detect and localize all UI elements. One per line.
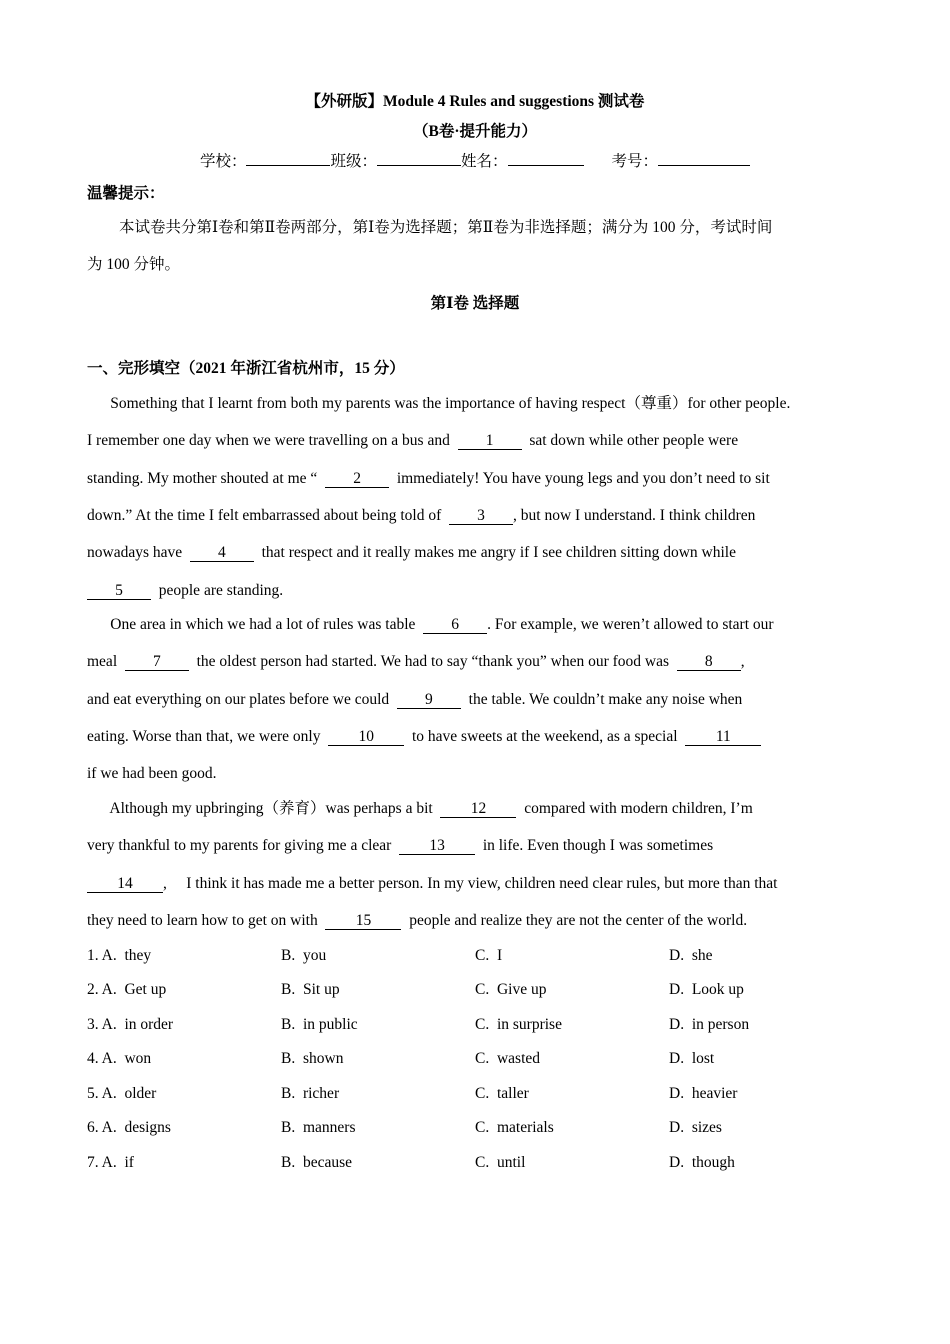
exam-number-label: 考号： xyxy=(611,153,659,170)
passage-text: . For example, we weren’t allowed to start our xyxy=(487,616,774,633)
option-c[interactable]: C. taller xyxy=(475,1085,529,1102)
passage-text: down.” At the time I felt embarrassed about being told of xyxy=(87,507,450,524)
passage-line xyxy=(87,764,217,784)
answer-blank[interactable]: 10 xyxy=(328,729,404,746)
answer-blank[interactable]: 3 xyxy=(449,508,513,525)
option-b[interactable]: B. Sit up xyxy=(281,981,340,998)
answer-blank[interactable]: 4 xyxy=(190,545,254,562)
passage-line xyxy=(87,911,747,931)
passage-text: people are standing. xyxy=(151,582,284,599)
passage-text: Something that I learnt from both my parents was the importance of having respect（尊重）for other people. xyxy=(87,395,791,412)
answer-blank[interactable]: 8 xyxy=(677,654,741,671)
name-label: 姓名： xyxy=(461,153,508,170)
answer-blank[interactable]: 11 xyxy=(685,729,761,746)
doc-subtitle: （B卷·提升能力） xyxy=(412,123,537,140)
name-field[interactable] xyxy=(508,150,584,166)
class-label: 班级： xyxy=(330,153,377,170)
answer-blank[interactable]: 7 xyxy=(125,654,189,671)
passage-text: immediately! You have young legs and you don’t need to sit xyxy=(389,470,770,487)
option-b[interactable]: B. in public xyxy=(281,1016,358,1033)
passage-text: meal xyxy=(87,653,125,670)
passage-line xyxy=(87,727,761,747)
answer-blank[interactable]: 13 xyxy=(399,838,475,855)
passage-line xyxy=(87,690,742,710)
passage-line xyxy=(87,394,790,414)
passage-text: to have sweets at the weekend, as a special xyxy=(404,728,686,745)
answer-blank[interactable]: 5 xyxy=(87,583,151,600)
option-b[interactable]: B. richer xyxy=(281,1085,340,1102)
passage-text: people and realize they are not the center of the world. xyxy=(401,912,748,929)
passage-text: , xyxy=(740,653,745,670)
passage-text: they need to learn how to get on with xyxy=(87,912,326,929)
passage-line xyxy=(87,543,736,563)
passage-line xyxy=(87,799,753,819)
passage-text: , I think it has made me a better person. In my view, children need clear rules, but more than that xyxy=(163,875,778,892)
option-c[interactable]: C. wasted xyxy=(475,1050,541,1067)
section-title: 一、完形填空（2021 年浙江省杭州市，15 分） xyxy=(87,360,405,377)
class-field[interactable] xyxy=(377,150,461,166)
doc-title: 【外研版】Module 4 Rules and suggestions 测试卷 xyxy=(305,93,645,110)
option-d[interactable]: D. though xyxy=(669,1154,735,1171)
passage-text: , but now I understand. I think children xyxy=(513,507,756,524)
part-title: 第Ⅰ卷 选择题 xyxy=(430,295,520,312)
notice-text: 本试卷共分第Ⅰ卷和第Ⅱ卷两部分，第Ⅰ卷为选择题；第Ⅱ卷为非选择题；满分为 100 分，考试时间 xyxy=(119,219,773,236)
passage-text: the table. We couldn’t make any noise when xyxy=(460,691,743,708)
option-d[interactable]: D. she xyxy=(669,947,713,964)
option-d[interactable]: D. Look up xyxy=(669,981,744,998)
option-c[interactable]: C. in surprise xyxy=(475,1016,562,1033)
option-a[interactable]: 5. A. older xyxy=(87,1085,157,1102)
option-d[interactable]: D. in person xyxy=(669,1016,750,1033)
answer-blank[interactable]: 14 xyxy=(87,876,163,893)
option-d[interactable]: D. sizes xyxy=(669,1119,722,1136)
school-field[interactable] xyxy=(246,150,330,166)
passage-text: compared with modern children, I’m xyxy=(516,800,753,817)
passage-text: sat down while other people were xyxy=(521,432,739,449)
option-d[interactable]: D. heavier xyxy=(669,1085,738,1102)
passage-line xyxy=(87,652,745,672)
option-a[interactable]: 4. A. won xyxy=(87,1050,152,1067)
student-info-row xyxy=(0,149,950,171)
passage-text: if we had been good. xyxy=(87,765,217,782)
option-c[interactable]: C. until xyxy=(475,1154,526,1171)
option-b[interactable]: B. manners xyxy=(281,1119,356,1136)
option-b[interactable]: B. you xyxy=(281,947,327,964)
option-c[interactable]: C. Give up xyxy=(475,981,547,998)
passage-text: Although my upbringing（养育）was perhaps a bit xyxy=(87,800,441,817)
passage-text: eating. Worse than that, we were only xyxy=(87,728,329,745)
answer-blank[interactable]: 2 xyxy=(325,471,389,488)
option-c[interactable]: C. I xyxy=(475,947,503,964)
option-b[interactable]: B. because xyxy=(281,1154,353,1171)
option-b[interactable]: B. shown xyxy=(281,1050,344,1067)
option-a[interactable]: 1. A. they xyxy=(87,947,152,964)
option-a[interactable]: 3. A. in order xyxy=(87,1016,174,1033)
school-label: 学校： xyxy=(199,153,247,170)
option-d[interactable]: D. lost xyxy=(669,1050,715,1067)
notice-heading: 温馨提示： xyxy=(87,185,165,202)
passage-text: standing. My mother shouted at me “ xyxy=(87,470,326,487)
option-a[interactable]: 7. A. if xyxy=(87,1154,134,1171)
passage-line xyxy=(87,506,755,526)
passage-text: in life. Even though I was sometimes xyxy=(475,837,714,854)
passage-line xyxy=(87,581,283,601)
option-a[interactable]: 6. A. designs xyxy=(87,1119,171,1136)
notice-text: 为 100 分钟。 xyxy=(87,256,181,273)
passage-text: very thankful to my parents for giving me a clear xyxy=(87,837,400,854)
passage-line xyxy=(87,431,738,451)
passage-text: that respect and it really makes me angry if I see children sitting down while xyxy=(253,544,736,561)
passage-line xyxy=(87,469,770,489)
answer-blank[interactable]: 6 xyxy=(423,617,487,634)
option-a[interactable]: 2. A. Get up xyxy=(87,981,167,998)
passage-text: and eat everything on our plates before we could xyxy=(87,691,397,708)
passage-text: I remember one day when we were travelling on a bus and xyxy=(87,432,458,449)
option-c[interactable]: C. materials xyxy=(475,1119,554,1136)
answer-blank[interactable]: 12 xyxy=(440,801,516,818)
passage-line xyxy=(87,615,774,635)
passage-text: the oldest person had started. We had to say “thank you” when our food was xyxy=(188,653,677,670)
passage-text: nowadays have xyxy=(87,544,190,561)
passage-line xyxy=(87,836,713,856)
answer-blank[interactable]: 9 xyxy=(397,692,461,709)
answer-blank[interactable]: 15 xyxy=(325,913,401,930)
passage-line xyxy=(87,874,778,894)
passage-text: One area in which we had a lot of rules was table xyxy=(87,616,424,633)
exam-number-field[interactable] xyxy=(658,150,750,166)
answer-blank[interactable]: 1 xyxy=(458,433,522,450)
